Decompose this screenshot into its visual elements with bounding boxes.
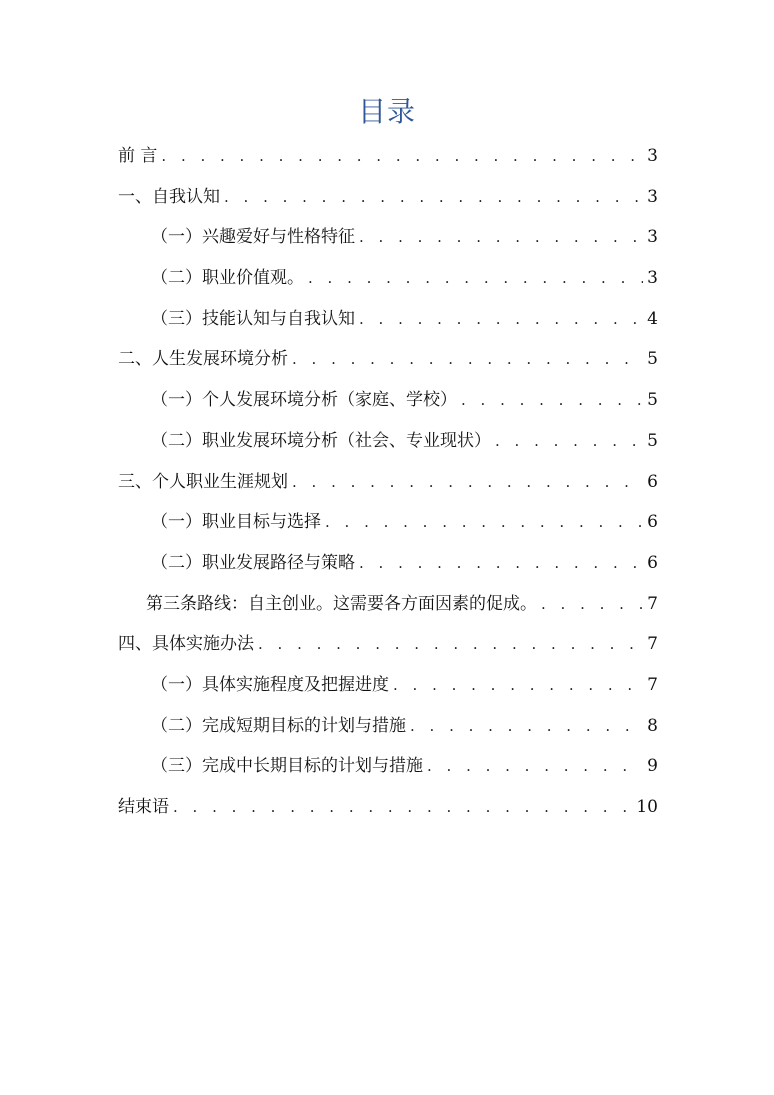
toc-page-number: 3 [647, 268, 658, 289]
toc-page-number: 4 [647, 308, 658, 329]
toc-dot-leader [325, 502, 643, 543]
toc-entry-third-route[interactable] [118, 584, 658, 625]
toc-entry-long-term[interactable] [118, 746, 658, 787]
toc-entry-interests[interactable] [118, 217, 658, 258]
toc-page-number: 6 [647, 552, 658, 573]
toc-dot-leader [359, 217, 643, 258]
toc-entry-title: （二）职业价值观。 [151, 268, 304, 289]
toc-entry-progress[interactable] [118, 665, 658, 706]
toc-dot-leader [427, 746, 643, 787]
toc-entry-title: （二）职业发展路径与策略 [151, 552, 355, 573]
toc-entry-title: 一、自我认知 [118, 186, 220, 207]
toc-page-number: 6 [647, 471, 658, 492]
toc-entry-title: （一）兴趣爱好与性格特征 [151, 227, 355, 248]
toc-entry-career-goals[interactable] [118, 502, 658, 543]
toc-entry-career-path[interactable] [118, 543, 658, 584]
toc-entry-title: 三、个人职业生涯规划 [118, 471, 288, 492]
toc-page-number: 5 [647, 349, 658, 370]
toc-entry-title: 前 言 [118, 146, 158, 166]
toc-page-number: 5 [647, 390, 658, 411]
toc-entry-short-term[interactable] [118, 706, 658, 747]
toc-entry-title: 四、具体实施办法 [118, 634, 254, 655]
toc-page-number: 3 [647, 186, 658, 207]
toc-entry-implementation[interactable] [118, 624, 658, 665]
toc-dot-leader [161, 136, 643, 177]
toc-entry-title: （三）技能认知与自我认知 [151, 308, 355, 329]
toc-dot-leader [224, 177, 643, 218]
toc-dot-leader [541, 584, 643, 625]
toc-entry-title: 二、人生发展环境分析 [118, 349, 288, 370]
toc-entry-title: （二）职业发展环境分析（社会、专业现状） [151, 430, 491, 451]
toc-dot-leader [292, 462, 643, 503]
toc-page-number: 7 [647, 593, 658, 614]
toc-dot-leader [410, 706, 643, 747]
toc-page-number: 3 [647, 146, 658, 166]
table-of-contents [118, 136, 658, 828]
toc-page-number: 9 [647, 756, 658, 777]
toc-page-number: 7 [647, 674, 658, 695]
toc-dot-leader [359, 543, 643, 584]
toc-dot-leader [308, 258, 643, 299]
toc-entry-title: 结束语 [118, 797, 169, 817]
toc-dot-leader [173, 787, 632, 828]
toc-page-number: 10 [636, 797, 658, 817]
toc-dot-leader [393, 665, 643, 706]
toc-page-number: 3 [647, 227, 658, 248]
toc-entry-title: （一）个人发展环境分析（家庭、学校） [151, 390, 457, 411]
toc-entry-personal-environment[interactable] [118, 380, 658, 421]
toc-entry-title: （三）完成中长期目标的计划与措施 [151, 756, 423, 777]
toc-entry-title: （一）职业目标与选择 [151, 512, 321, 533]
toc-entry-skills[interactable] [118, 299, 658, 340]
toc-dot-leader [292, 339, 643, 380]
toc-entry-title: 第三条路线：自主创业。这需要各方面因素的促成。 [146, 593, 537, 614]
toc-entry-values[interactable] [118, 258, 658, 299]
toc-dot-leader [359, 299, 643, 340]
toc-entry-career-environment[interactable] [118, 421, 658, 462]
toc-dot-leader [495, 421, 643, 462]
toc-page-number: 6 [647, 512, 658, 533]
toc-page-number: 5 [647, 430, 658, 451]
toc-page-number: 7 [647, 634, 658, 655]
toc-dot-leader [258, 624, 643, 665]
toc-entry-title: （二）完成短期目标的计划与措施 [151, 715, 406, 736]
toc-page-number: 8 [647, 715, 658, 736]
toc-dot-leader [461, 380, 643, 421]
toc-entry-self-awareness[interactable] [118, 177, 658, 218]
toc-entry-preface[interactable] [118, 136, 658, 177]
toc-entry-title: （一）具体实施程度及把握进度 [151, 674, 389, 695]
toc-entry-environment[interactable] [118, 339, 658, 380]
page-title: 目录 [357, 95, 416, 128]
toc-entry-conclusion[interactable] [118, 787, 658, 828]
toc-entry-career-plan[interactable] [118, 462, 658, 503]
